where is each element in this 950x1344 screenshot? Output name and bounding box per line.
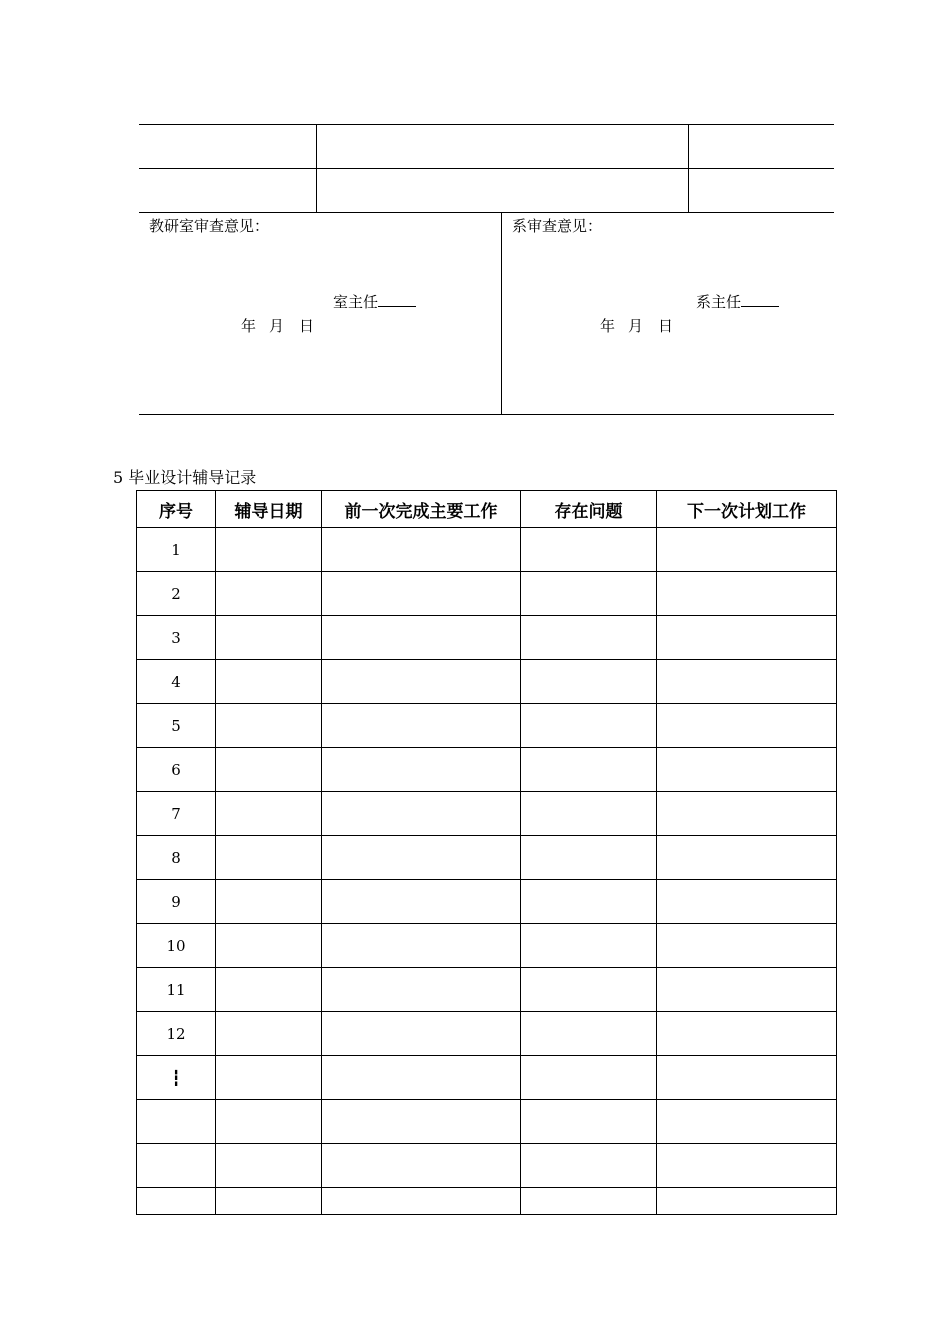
table-row bbox=[137, 1144, 837, 1188]
top-table-divider-1 bbox=[316, 124, 317, 213]
next-plan-cell[interactable] bbox=[657, 1056, 837, 1100]
previous-work-cell[interactable] bbox=[322, 1100, 521, 1144]
date-cell[interactable] bbox=[216, 1100, 322, 1144]
row-number: 10 bbox=[137, 924, 216, 968]
table-row bbox=[137, 616, 837, 660]
problems-cell[interactable] bbox=[521, 528, 657, 572]
table-row bbox=[137, 1100, 837, 1144]
date-day: 日 bbox=[658, 317, 674, 335]
next-plan-cell[interactable] bbox=[657, 836, 837, 880]
previous-work-cell[interactable] bbox=[322, 792, 521, 836]
row-number: 2 bbox=[137, 572, 216, 616]
section-title: 5 毕业设计辅导记录 bbox=[113, 468, 257, 487]
top-table-line-1 bbox=[139, 124, 834, 125]
next-plan-cell[interactable] bbox=[657, 880, 837, 924]
problems-cell[interactable] bbox=[521, 704, 657, 748]
table-row bbox=[137, 924, 837, 968]
problems-cell[interactable] bbox=[521, 616, 657, 660]
date-day: 日 bbox=[299, 317, 315, 335]
date-cell[interactable] bbox=[216, 748, 322, 792]
row-number bbox=[137, 1144, 216, 1188]
previous-work-cell[interactable] bbox=[322, 1056, 521, 1100]
tutoring-record-table bbox=[136, 490, 837, 1215]
date-year: 年 bbox=[600, 317, 616, 335]
date-cell[interactable] bbox=[216, 968, 322, 1012]
header-seq: 序号 bbox=[137, 491, 216, 528]
row-number: 6 bbox=[137, 748, 216, 792]
previous-work-cell[interactable] bbox=[322, 968, 521, 1012]
row-number: 3 bbox=[137, 616, 216, 660]
date-cell[interactable] bbox=[216, 880, 322, 924]
date-cell[interactable] bbox=[216, 660, 322, 704]
next-plan-cell[interactable] bbox=[657, 616, 837, 660]
row-number: 9 bbox=[137, 880, 216, 924]
table-row bbox=[137, 880, 837, 924]
date-cell[interactable] bbox=[216, 616, 322, 660]
table-row bbox=[137, 792, 837, 836]
date-month: 月 bbox=[269, 317, 285, 335]
problems-cell[interactable] bbox=[521, 1012, 657, 1056]
problems-cell[interactable] bbox=[521, 1144, 657, 1188]
next-plan-cell[interactable] bbox=[657, 1100, 837, 1144]
next-plan-cell[interactable] bbox=[657, 704, 837, 748]
previous-work-cell[interactable] bbox=[322, 1188, 521, 1215]
row-number: 11 bbox=[137, 968, 216, 1012]
department-review-label: 系审查意见： bbox=[512, 217, 603, 235]
problems-cell[interactable] bbox=[521, 660, 657, 704]
row-number: 7 bbox=[137, 792, 216, 836]
problems-cell[interactable] bbox=[521, 1100, 657, 1144]
date-cell[interactable] bbox=[216, 528, 322, 572]
office-review-date bbox=[241, 317, 314, 335]
problems-cell[interactable] bbox=[521, 880, 657, 924]
table-row bbox=[137, 1012, 837, 1056]
previous-work-cell[interactable] bbox=[322, 880, 521, 924]
next-plan-cell[interactable] bbox=[657, 660, 837, 704]
department-review-date bbox=[600, 317, 673, 335]
date-month: 月 bbox=[628, 317, 644, 335]
teaching-office-review-label: 教研室审查意见： bbox=[149, 217, 270, 235]
top-table-divider-2 bbox=[688, 124, 689, 213]
office-director-blank[interactable] bbox=[378, 292, 416, 307]
table-row bbox=[137, 968, 837, 1012]
date-cell[interactable] bbox=[216, 836, 322, 880]
previous-work-cell[interactable] bbox=[322, 836, 521, 880]
table-row bbox=[137, 528, 837, 572]
review-divider bbox=[501, 212, 502, 415]
date-cell[interactable] bbox=[216, 572, 322, 616]
table-row bbox=[137, 1188, 837, 1215]
problems-cell[interactable] bbox=[521, 792, 657, 836]
problems-cell[interactable] bbox=[521, 748, 657, 792]
previous-work-cell[interactable] bbox=[322, 572, 521, 616]
next-plan-cell[interactable] bbox=[657, 792, 837, 836]
problems-cell[interactable] bbox=[521, 1056, 657, 1100]
date-cell[interactable] bbox=[216, 1056, 322, 1100]
row-number: 1 bbox=[137, 528, 216, 572]
table-row bbox=[137, 748, 837, 792]
office-director-signature bbox=[333, 292, 416, 311]
next-plan-cell[interactable] bbox=[657, 968, 837, 1012]
table-row bbox=[137, 660, 837, 704]
problems-cell[interactable] bbox=[521, 572, 657, 616]
previous-work-cell[interactable] bbox=[322, 1144, 521, 1188]
next-plan-cell[interactable] bbox=[657, 1012, 837, 1056]
date-cell[interactable] bbox=[216, 1144, 322, 1188]
next-plan-cell[interactable] bbox=[657, 1144, 837, 1188]
header-problems: 存在问题 bbox=[521, 491, 657, 528]
table-row bbox=[137, 704, 837, 748]
date-cell[interactable] bbox=[216, 792, 322, 836]
date-year: 年 bbox=[241, 317, 257, 335]
previous-work-cell[interactable] bbox=[322, 616, 521, 660]
top-table-line-3 bbox=[139, 212, 834, 213]
next-plan-cell[interactable] bbox=[657, 748, 837, 792]
previous-work-cell[interactable] bbox=[322, 1012, 521, 1056]
header-date: 辅导日期 bbox=[216, 491, 322, 528]
date-cell[interactable] bbox=[216, 704, 322, 748]
header-next-plan: 下一次计划工作 bbox=[657, 491, 837, 528]
review-bottom-line bbox=[139, 414, 834, 415]
top-table-line-2 bbox=[139, 168, 834, 169]
row-number: 12 bbox=[137, 1012, 216, 1056]
next-plan-cell[interactable] bbox=[657, 528, 837, 572]
previous-work-cell[interactable] bbox=[322, 748, 521, 792]
previous-work-cell[interactable] bbox=[322, 528, 521, 572]
previous-work-cell[interactable] bbox=[322, 660, 521, 704]
previous-work-cell[interactable] bbox=[322, 704, 521, 748]
problems-cell[interactable] bbox=[521, 924, 657, 968]
row-number: 5 bbox=[137, 704, 216, 748]
department-director-label: 系主任 bbox=[696, 293, 742, 311]
row-number: ┇ bbox=[137, 1056, 216, 1100]
row-number: 8 bbox=[137, 836, 216, 880]
problems-cell[interactable] bbox=[521, 836, 657, 880]
table-row bbox=[137, 836, 837, 880]
next-plan-cell[interactable] bbox=[657, 1188, 837, 1215]
date-cell[interactable] bbox=[216, 1188, 322, 1215]
table-row bbox=[137, 1056, 837, 1100]
date-cell[interactable] bbox=[216, 1012, 322, 1056]
next-plan-cell[interactable] bbox=[657, 572, 837, 616]
department-director-blank[interactable] bbox=[741, 292, 779, 307]
header-previous-work: 前一次完成主要工作 bbox=[322, 491, 521, 528]
department-director-signature bbox=[696, 292, 779, 311]
next-plan-cell[interactable] bbox=[657, 924, 837, 968]
office-director-label: 室主任 bbox=[333, 293, 379, 311]
row-number: 4 bbox=[137, 660, 216, 704]
table-row bbox=[137, 572, 837, 616]
date-cell[interactable] bbox=[216, 924, 322, 968]
row-number bbox=[137, 1188, 216, 1215]
previous-work-cell[interactable] bbox=[322, 924, 521, 968]
problems-cell[interactable] bbox=[521, 968, 657, 1012]
problems-cell[interactable] bbox=[521, 1188, 657, 1215]
row-number bbox=[137, 1100, 216, 1144]
table-header-row bbox=[137, 491, 837, 528]
